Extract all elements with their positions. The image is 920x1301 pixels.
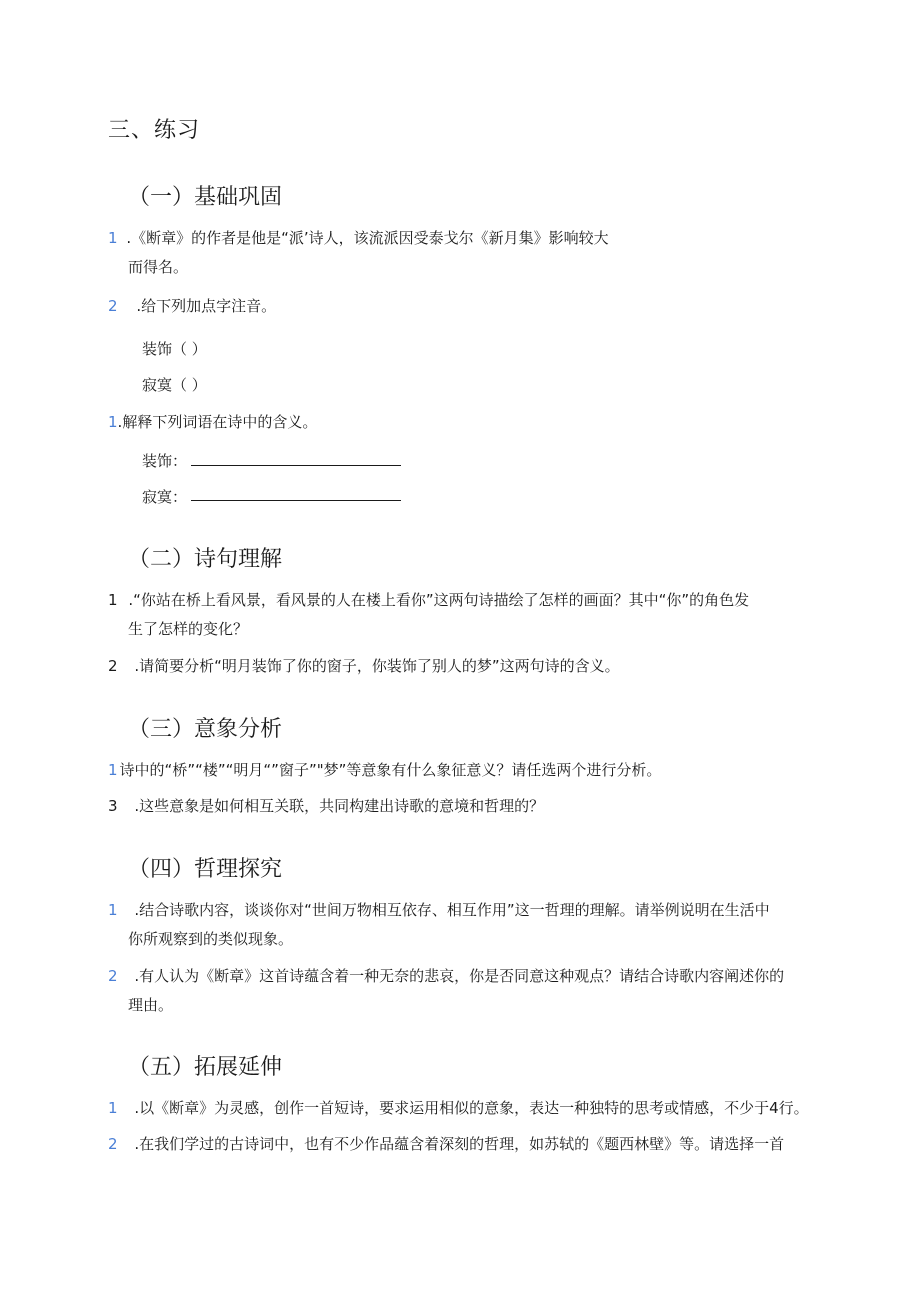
phonetic-item-zhuangshi: 装饰（ ） — [142, 340, 207, 358]
question-1-1 — [108, 224, 609, 253]
question-4-1 — [108, 896, 770, 925]
question-text: .给下列加点字注音。 — [136, 297, 277, 315]
question-text: .有人认为《断章》这首诗蕴含着一种无奈的悲哀，你是否同意这种观点？请结合诗歌内容阐述你的 — [134, 967, 785, 985]
page-title: 三、练习 — [108, 118, 201, 143]
question-number: 1 — [108, 413, 118, 431]
answer-blank-zhuangshi[interactable] — [191, 465, 401, 466]
meaning-label-jimo: 寂寞： — [142, 488, 188, 506]
question-1-1-continuation: 而得名。 — [128, 258, 189, 276]
question-4-2 — [108, 962, 784, 991]
question-text: .这些意象是如何相互关联，共同构建出诗歌的意境和哲理的？ — [134, 797, 545, 815]
question-text: .请简要分析“明月装饰了你的窗子，你装饰了别人的梦”这两句诗的含义。 — [134, 657, 620, 675]
question-3-1 — [108, 756, 661, 785]
question-number: 1 — [108, 761, 118, 779]
question-text: .结合诗歌内容，谈谈你对“世间万物相互依存、相互作用”这一哲理的理解。请举例说明在生活中 — [134, 901, 770, 919]
section-heading-extension: （五）拓展延伸 — [128, 1055, 283, 1080]
section-heading-understanding: （二）诗句理解 — [128, 547, 283, 572]
question-4-2-continuation: 理由。 — [128, 996, 174, 1014]
meaning-label-zhuangshi: 装饰： — [142, 452, 188, 470]
question-text: 诗中的“桥”“楼”“明月“”窗子”"梦”等意象有什么象征意义？请任选两个进行分析。 — [119, 761, 662, 779]
question-text: .解释下列词语在诗中的含义。 — [117, 413, 318, 431]
question-number: 2 — [108, 967, 118, 985]
section-heading-imagery: （三）意象分析 — [128, 717, 283, 742]
section-heading-philosophy: （四）哲理探究 — [128, 857, 283, 882]
phonetic-item-jimo: 寂寞（ ） — [142, 376, 207, 394]
question-number: 1 — [108, 591, 118, 609]
question-2-1 — [108, 586, 749, 615]
question-4-1-continuation: 你所观察到的类似现象。 — [128, 930, 294, 948]
question-text: .《断章》的作者是他是“派’诗人，该流派因受泰戈尔《新月集》影响较大 — [126, 229, 609, 247]
question-1-3 — [108, 408, 317, 437]
question-number: 2 — [108, 657, 118, 675]
question-text: .“你站在桥上看风景，看风景的人在楼上看你”这两句诗描绘了怎样的画面？其中“你”的角色发 — [128, 591, 750, 609]
question-2-1-continuation: 生了怎样的变化？ — [128, 620, 249, 638]
question-text: .以《断章》为灵感，创作一首短诗，要求运用相似的意象，表达一种独特的思考或情感，不少于4行。 — [134, 1099, 809, 1117]
question-number: 2 — [108, 1135, 118, 1153]
question-number: 3 — [108, 797, 118, 815]
question-number: 1 — [108, 901, 118, 919]
question-1-2 — [108, 292, 276, 321]
question-3-2 — [108, 792, 544, 821]
question-text: .在我们学过的古诗词中，也有不少作品蕴含着深刻的哲理，如苏轼的《题西林壁》等。请选择一首 — [134, 1135, 785, 1153]
answer-blank-jimo[interactable] — [191, 500, 401, 501]
question-number: 1 — [108, 1099, 118, 1117]
section-heading-basic: （一）基础巩固 — [128, 185, 283, 210]
question-number: 2 — [108, 297, 118, 315]
question-5-2 — [108, 1130, 784, 1159]
question-number: 1 — [108, 229, 118, 247]
question-2-2 — [108, 652, 620, 681]
question-5-1 — [108, 1094, 809, 1123]
